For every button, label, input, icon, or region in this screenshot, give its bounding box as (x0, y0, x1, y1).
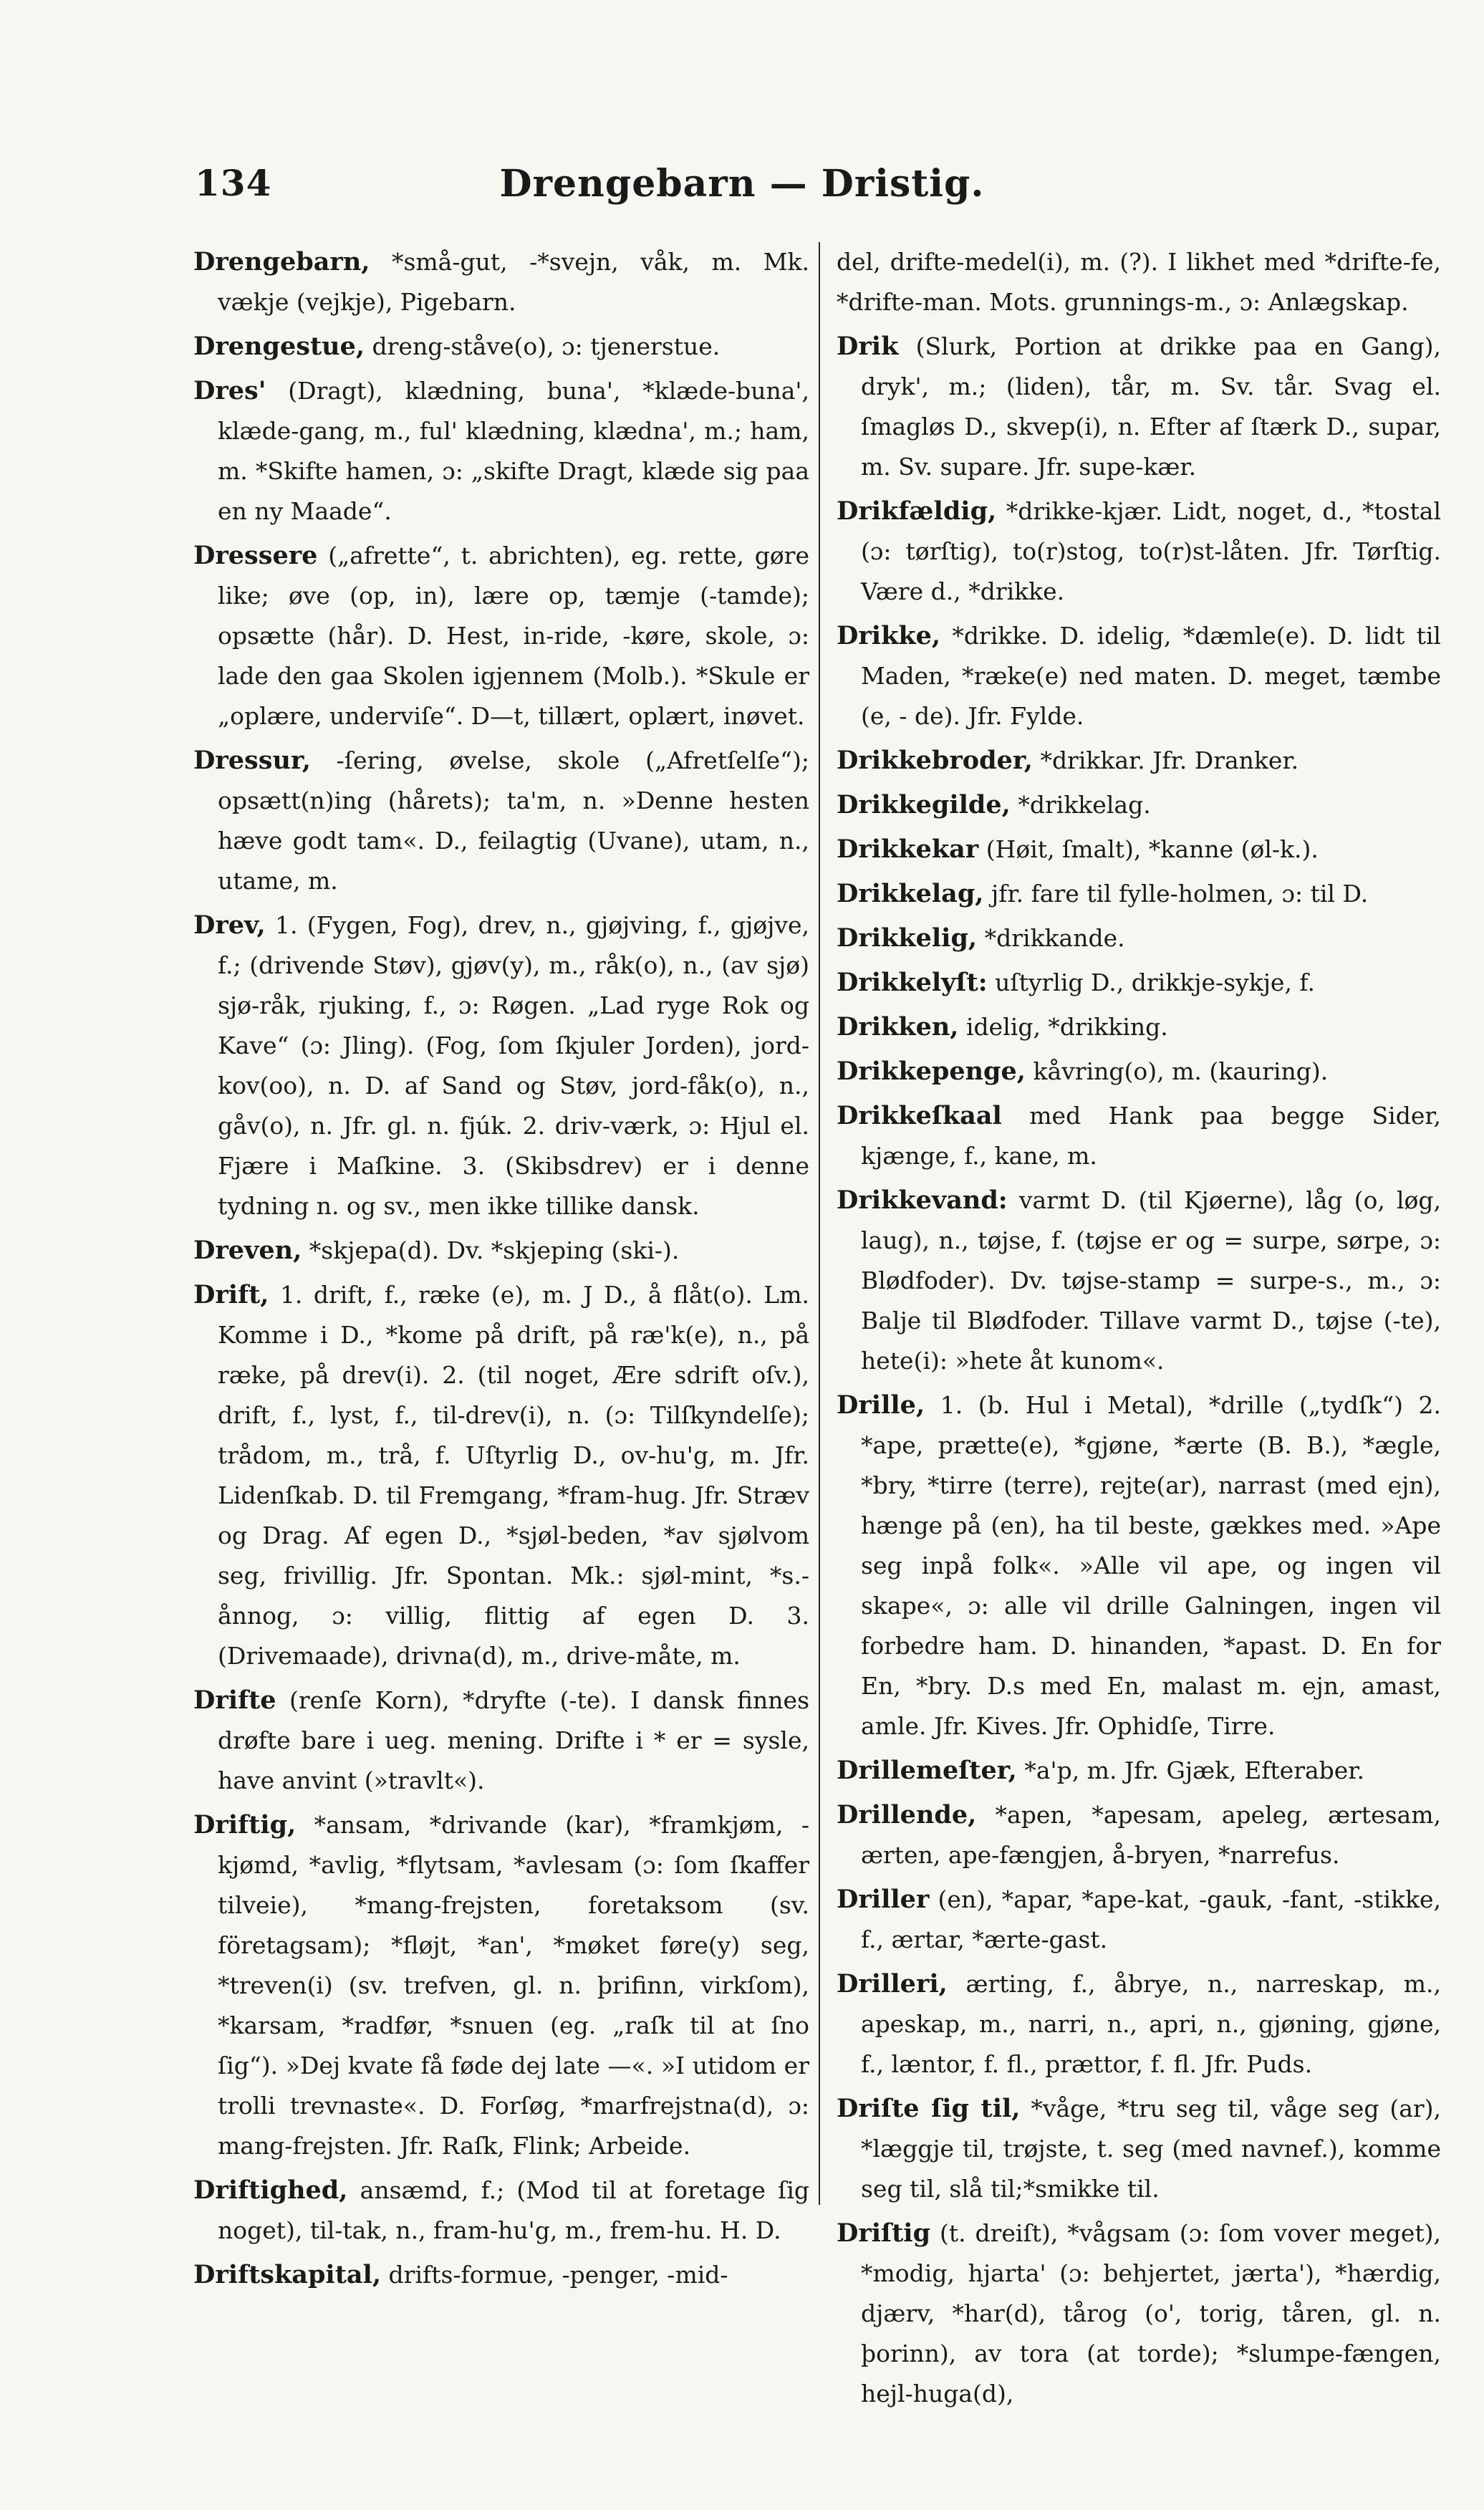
entry-definition: 1. drift, f., ræke (e), m. J D., å flåt(o). Lm. Komme i D., *kome på drift, på ræ'k(e), n., på ræke, på drev(i). 2. (til noget, Ære sdrift oſv.), drift, f., lyst, f., til-drev(i), n. (ɔ: Tilſkyndelſe); trådom, m., trå, f. Uſtyrlig D., ov-hu'g, m. Jfr. Lidenſkab. D. til Fremgang, *fram-hug. Jfr. Stræv og Drag. Af egen D., *sjøl-beden, *av sjølvom seg, frivillig. Jfr. Spontan. Mk.: sjøl-mint, *s.-ånnog, ɔ: villig, flittig af egen D. 3. (Drivemaade), drivna(d), m., drive-måte, m. (218, 1281, 809, 1670)
entry-headword: Drev, (193, 910, 266, 940)
entry-definition: (renſe Korn), *dryfte (-te). I dansk finnes drøfte bare i ueg. mening. Drifte i * er = sysle, have anvint (»travlt«). (218, 1686, 809, 1794)
entry-definition: *drikke-kjær. Lidt, noget, d., *tostal (ɔ: tørſtig), to(r)stog, to(r)st-låten. Jfr. Tørſtig. Være d., *drikke. (861, 497, 1441, 605)
dictionary-entry (837, 918, 1441, 958)
entry-headword: Dressur, (193, 746, 311, 775)
entry-headword: Driſtig (837, 2218, 931, 2248)
entry-definition: *små-gut, -*svejn, våk, m. Mk. vækje (vejkje), Pigebarn. (218, 248, 809, 316)
entry-headword: Drengestue, (193, 332, 365, 361)
entry-headword: Drikkelyſt: (837, 968, 988, 997)
entry-definition: *apen, *apesam, apeleg, ærtesam, ærten, ape-fængjen, å-bryen, *narrefus. (861, 1801, 1441, 1869)
entry-headword: Drikkeſkaal (837, 1101, 1002, 1130)
dictionary-entry (837, 830, 1441, 870)
dictionary-entry (837, 327, 1441, 487)
entry-definition: kåvring(o), m. (kauring). (1033, 1057, 1329, 1085)
dictionary-entry (193, 905, 809, 1226)
entry-definition: dreng-ståve(o), ɔ: tjenerstue. (372, 332, 721, 360)
dictionary-entry (837, 1096, 1441, 1176)
dictionary-entry (837, 1751, 1441, 1791)
entry-definition: varmt D. (til Kjøerne), låg (o, løg, laug), n., tøjse, f. (tøjse er og = surpe, sørpe, ɔ: Blødfoder). Dv. tøjse-stamp = surpe-s., m., ɔ: Balje til Blødfoder. Tillave varmt D., tøjse (-te), hete(i): »hete åt kunom«. (861, 1186, 1441, 1375)
dictionary-entry (193, 371, 809, 532)
entry-headword: Drille, (837, 1390, 925, 1420)
dictionary-entry (837, 2089, 1441, 2209)
dictionary-entry (837, 491, 1441, 612)
dictionary-entry (837, 2213, 1441, 2414)
dictionary-entry (193, 536, 809, 736)
dictionary-entry (837, 785, 1441, 825)
entry-definition: *drikkar. Jfr. Dranker. (1040, 746, 1299, 774)
entry-definition: *a'p, m. Jfr. Gjæk, Efteraber. (1024, 1756, 1364, 1784)
entry-definition: *ansam, *drivande (kar), *framkjøm, -kjømd, *avlig, *flytsam, *avlesam (ɔ: ſom ſkaffer tilveie), *mang-frejsten, foretaksom (sv. företagsam); *fløjt, *an', *møket føre(y) seg, *treven(i) (sv. trefven, gl. n. þrifinn, virkſom), *karsam, *radfør, *snuen (eg. „raſk til at ſno ſig“). »Dej kvate få føde dej late —«. »I utidom er trolli trevnaste«. D. Forſøg, *marfrejstna(d), ɔ: mang-frejsten. Jfr. Raſk, Flink; Arbeide. (218, 1811, 809, 2160)
dictionary-entry (837, 1052, 1441, 1092)
entry-definition: idelig, *drikking. (966, 1013, 1168, 1041)
entry-headword: Drillemeſter, (837, 1756, 1017, 1785)
entry-definition: ansæmd, f.; (Mod til at foretage ſig noget), til-tak, n., fram-hu'g, m., frem-hu. H. D. (218, 2176, 809, 2244)
entry-definition: drifts-formue, -penger, -mid- (388, 2261, 728, 2289)
entry-definition: (Dragt), klædning, buna', *klæde-buna', klæde-gang, m., ful' klædning, klædna', m.; ham, m. *Skifte hamen, ɔ: „skifte Dragt, klæde sig paa en ny Maade“. (218, 377, 809, 525)
dictionary-entry (193, 1805, 809, 2166)
entry-definition: 1. (Fygen, Fog), drev, n., gjøjving, f., gjøjve, f.; (drivende Støv), gjøv(y), m., råk(o), n., (av sjø) sjø-råk, rjuking, f., ɔ: Røgen. „Lad ryge Rok og Kave“ (ɔ: Jling). (Fog, ſom ſkjuler Jorden), jord-kov(oo), n. D. af Sand og Støv, jord-fåk(o), n., gåv(o), n. Jfr. gl. n. fjúk. 2. driv-værk, ɔ: Hjul el. Fjære i Maſkine. 3. (Skibsdrev) er i denne tydning n. og sv., men ikke tillike dansk. (218, 911, 809, 1220)
entry-definition: *skjepa(d). Dv. *skjeping (ski-). (309, 1236, 680, 1264)
dictionary-entry (193, 2170, 809, 2251)
entry-headword: Drift, (193, 1280, 269, 1309)
dictionary-entry (193, 1275, 809, 1676)
entry-definition: -ſering, øvelse, skole („Afretſelſe“); opsætt(n)ing (hårets); ta'm, n. »Denne hesten hæve godt tam«. D., feilagtig (Uvane), utam, n., utame, m. (218, 746, 809, 895)
dictionary-entry (837, 741, 1441, 781)
entry-headword: Drikken, (837, 1012, 959, 1042)
entry-headword: Driller (837, 1885, 930, 1914)
dictionary-entry (193, 1680, 809, 1801)
entry-definition: (en), *apar, *ape-kat, -gauk, -fant, -stikke, f., ærtar, *ærte-gast. (861, 1885, 1441, 1953)
entry-definition: *drikkelag. (1018, 791, 1151, 819)
dictionary-entry (837, 963, 1441, 1003)
dictionary-entry (193, 242, 809, 322)
entry-definition: (t. dreiſt), *vågsam (ɔ: ſom vover meget), *modig, hjarta' (ɔ: behjertet, jærta'), *hærdig, djærv, *har(d), tårog (o', torig, tåren, gl. n. þorinn), av tora (at torde); *slumpe-fængen, hejl-huga(d), (861, 2219, 1441, 2408)
dictionary-entry (837, 874, 1441, 914)
entry-headword: Drik (837, 332, 899, 361)
entry-definition: (Høit, ſmalt), *kanne (øl-k.). (986, 835, 1319, 863)
entry-headword: Drikkebroder, (837, 746, 1033, 775)
dictionary-entry (837, 1385, 1441, 1746)
entry-definition: („afrette“, t. abrichten), eg. rette, gøre like; øve (op, in), lære op, tæmje (-tamde); opsætte (hår). D. Hest, in-ride, -køre, skole, ɔ: lade den gaa Skolen igjennem (Molb.). *Skule er „oplære, underviſe“. D—t, tillært, oplært, inøvet. (218, 542, 809, 730)
entry-headword: Drikkelag, (837, 879, 984, 908)
right-column (837, 242, 1441, 2477)
dictionary-entry (193, 327, 809, 367)
column-divider (819, 242, 820, 2205)
dictionary-entry (837, 616, 1441, 736)
entry-definition: (Slurk, Portion at drikke paa en Gang), dryk', m.; (liden), tår, m. Sv. tår. Svag el. ſmagløs D., skvep(i), n. Efter af ſtærk D., supar, m. Sv. supare. Jfr. supe-kær. (861, 332, 1441, 481)
entry-definition: jfr. fare til fylle-holmen, ɔ: til D. (991, 880, 1369, 908)
entry-headword: Drikkelig, (837, 923, 978, 953)
entry-headword: Driſte ſig til, (837, 2094, 1021, 2123)
dictionary-entry (193, 741, 809, 901)
dictionary-entry (837, 242, 1441, 322)
entry-headword: Dreven, (193, 1236, 302, 1265)
entry-definition: med Hank paa begge Sider, kjænge, f., kane, m. (861, 1102, 1441, 1170)
entry-definition: *drikke. D. idelig, *dæmle(e). D. lidt til Maden, *ræke(e) ned maten. D. meget, tæmbe (e, - de). Jfr. Fylde. (861, 622, 1441, 730)
entry-definition: *drikkande. (984, 924, 1125, 952)
entry-definition: uſtyrlig D., drikkje-sykje, f. (995, 968, 1315, 996)
left-column (193, 242, 809, 2477)
entry-headword: Drikkekar (837, 835, 979, 864)
entry-headword: Driftskapital, (193, 2260, 382, 2289)
entry-headword: Drikkevand: (837, 1186, 1008, 1215)
dictionary-entry (193, 1231, 809, 1271)
dictionary-entry (837, 1964, 1441, 2085)
page-number: 134 (195, 162, 272, 204)
dictionary-entry (837, 1795, 1441, 1875)
entry-headword: Drikkepenge, (837, 1057, 1026, 1086)
dictionary-entry (837, 1007, 1441, 1047)
entry-headword: Driftig, (193, 1810, 297, 1840)
entry-headword: Drillende, (837, 1800, 977, 1829)
entry-headword: Dres' (193, 376, 266, 405)
dictionary-entry (837, 1880, 1441, 1960)
entry-headword: Drilleri, (837, 1969, 948, 1999)
entry-headword: Drikkegilde, (837, 790, 1011, 819)
entry-definition: ærting, f., åbrye, n., narreskap, m., apeskap, m., narri, n., apri, n., gjøning, gjøne, f., læntor, f. fl., prættor, f. fl. Jfr. Puds. (861, 1970, 1441, 2078)
entry-headword: Drengebarn, (193, 247, 370, 277)
entry-headword: Driftighed, (193, 2175, 348, 2205)
entry-headword: Drifte (193, 1686, 276, 1715)
entry-definition: del, drifte-medel(i), m. (?). I likhet med *drifte-fe, *drifte-man. Mots. grunnings-m., ɔ: Anlægskap. (837, 248, 1441, 316)
entry-definition: 1. (b. Hul i Metal), *drille („tydſk“) 2. *ape, prætte(e), *gjøne, *ærte (B. B.), *ægle, *bry, *tirre (terre), rejte(ar), narrast (med ejn), hænge på (en), ha til beste, gækkes med. »Ape seg inpå folk«. »Alle vil ape, og ingen vil skape«, ɔ: alle vil drille Galningen, ingen vil forbedre ham. D. hinanden, *apast. D. En for En, *bry. D.s med En, malast m. ejn, amast, amle. Jfr. Kives. Jfr. Ophidſe, Tirre. (861, 1391, 1441, 1740)
entry-definition: *våge, *tru seg til, våge seg (ar), *læggje til, trøjste, t. seg (med navnef.), komme seg til, slå til;*smikke til. (861, 2095, 1441, 2203)
entry-headword: Drikke, (837, 621, 941, 650)
dictionary-entry (193, 2255, 809, 2295)
entry-headword: Dressere (193, 541, 318, 570)
entry-headword: Drikfældig, (837, 496, 997, 526)
dictionary-entry (837, 1181, 1441, 1381)
running-head: Drengebarn — Dristig. (499, 162, 985, 206)
